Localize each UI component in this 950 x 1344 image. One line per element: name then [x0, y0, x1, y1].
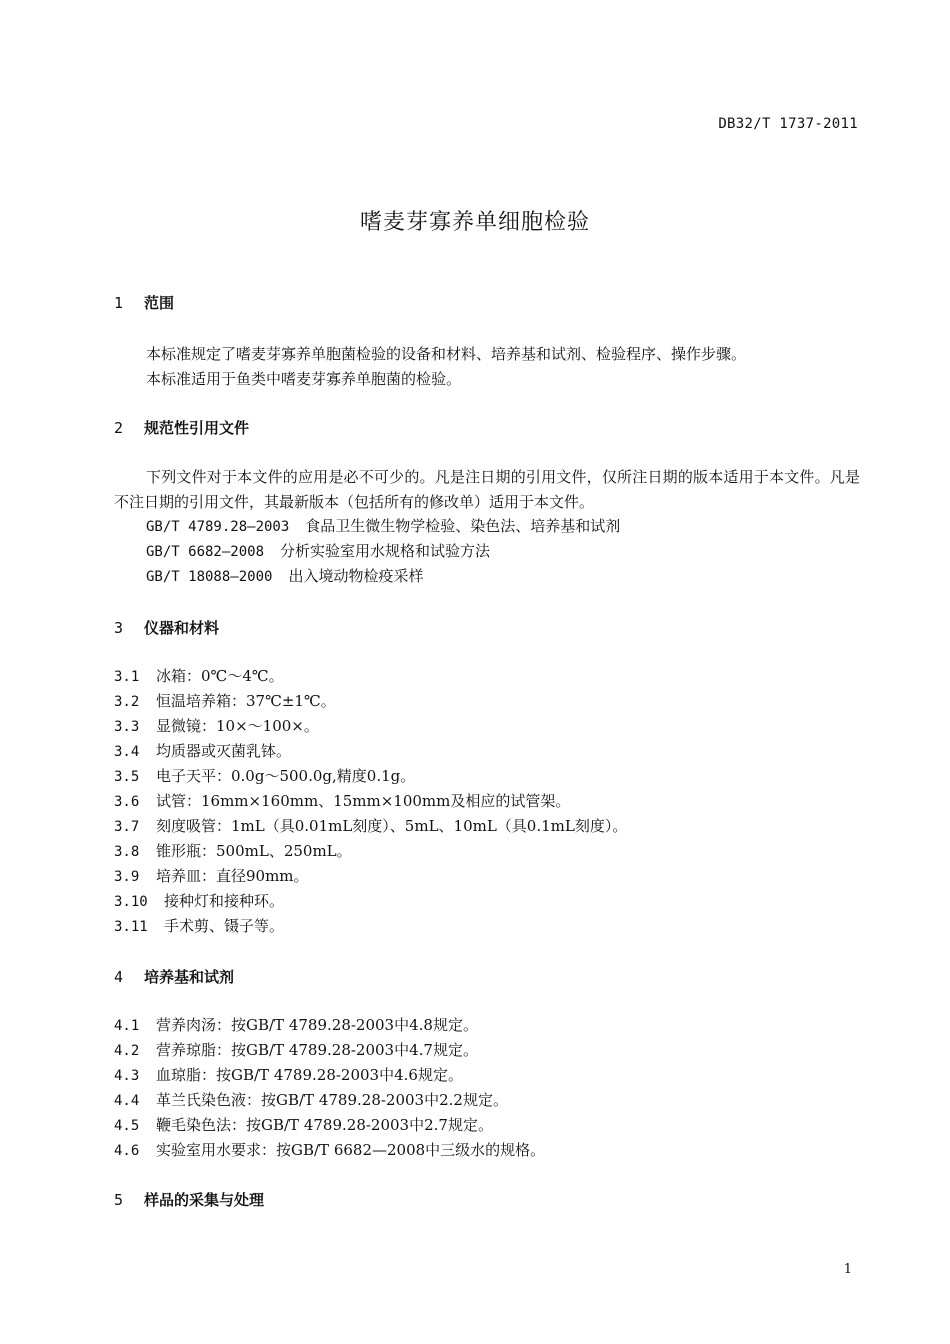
item-text: 锥形瓶：500mL、250mL。	[156, 842, 352, 860]
section-number: 4	[114, 968, 124, 986]
section-heading-4	[114, 966, 234, 987]
media-item	[114, 1089, 508, 1110]
item-text: 营养琼脂：按GB/T 4789.28-2003中4.7规定。	[156, 1041, 478, 1059]
equipment-item	[114, 740, 291, 761]
document-title: 嗜麦芽寡养单细胞检验	[359, 210, 590, 235]
item-text: 显微镜：10×～100×。	[156, 717, 319, 735]
media-item	[114, 1014, 478, 1035]
page-number: 1	[843, 1262, 852, 1277]
item-number: 3.9	[114, 869, 140, 885]
item-text: 均质器或灭菌乳钵。	[156, 742, 292, 760]
item-number: 3.7	[114, 819, 140, 835]
equipment-item	[114, 915, 284, 936]
section-number: 1	[114, 294, 124, 312]
item-number: 3.2	[114, 694, 140, 710]
item-text: 革兰氏染色液：按GB/T 4789.28-2003中2.2规定。	[156, 1091, 508, 1109]
item-text: 接种灯和接种环。	[164, 892, 285, 910]
item-number: 3.4	[114, 744, 140, 760]
section-title: 培养基和试剂	[144, 968, 235, 986]
reference-title: 出入境动物检疫采样	[288, 567, 424, 585]
item-number: 3.6	[114, 794, 140, 810]
item-number: 4.5	[114, 1118, 140, 1134]
item-number: 3.11	[114, 919, 148, 935]
section-heading-2	[114, 417, 249, 438]
item-number: 4.6	[114, 1143, 140, 1159]
reference-item	[146, 540, 490, 561]
item-number: 3.1	[114, 669, 140, 685]
item-number: 3.3	[114, 719, 140, 735]
section-title: 样品的采集与处理	[144, 1191, 265, 1209]
section-heading-1	[114, 292, 174, 313]
item-number: 4.2	[114, 1043, 140, 1059]
item-text: 电子天平：0.0g～500.0g,精度0.1g。	[156, 767, 416, 785]
equipment-item	[114, 840, 352, 861]
reference-title: 食品卫生微生物学检验、染色法、培养基和试剂	[305, 517, 621, 535]
section-title: 仪器和材料	[144, 619, 220, 637]
item-text: 血琼脂：按GB/T 4789.28-2003中4.6规定。	[156, 1066, 463, 1084]
reference-item	[146, 565, 423, 586]
reference-code: GB/T 18088—2000	[146, 569, 273, 585]
references-intro: 下列文件对于本文件的应用是必不可少的。凡是注日期的引用文件，仅所注日期的版本适用于本文件。凡是不注日期的引用文件，其最新版本（包括所有的修改单）适用于本文件。	[114, 468, 860, 511]
section-number: 5	[114, 1191, 124, 1209]
equipment-item	[114, 665, 284, 686]
section-title: 范围	[144, 294, 175, 312]
item-text: 手术剪、镊子等。	[164, 917, 285, 935]
media-item	[114, 1064, 463, 1085]
equipment-item	[114, 865, 309, 886]
section-number: 2	[114, 419, 124, 437]
item-number: 3.10	[114, 894, 148, 910]
media-item	[114, 1114, 493, 1135]
item-number: 3.8	[114, 844, 140, 860]
item-text: 刻度吸管：1mL（具0.01mL刻度）、5mL、10mL（具0.1mL刻度）。	[156, 817, 628, 835]
equipment-item	[114, 715, 319, 736]
equipment-item	[114, 890, 284, 911]
reference-title: 分析实验室用水规格和试验方法	[280, 542, 491, 560]
reference-code: GB/T 6682—2008	[146, 544, 265, 560]
item-text: 营养肉汤：按GB/T 4789.28-2003中4.8规定。	[156, 1016, 478, 1034]
item-text: 鞭毛染色法：按GB/T 4789.28-2003中2.7规定。	[156, 1116, 493, 1134]
equipment-item	[114, 815, 627, 836]
reference-item	[146, 515, 620, 536]
item-text: 恒温培养箱：37℃±1℃。	[156, 692, 336, 710]
item-text: 试管：16mm×160mm、15mm×100mm及相应的试管架。	[156, 792, 571, 810]
section-number: 3	[114, 619, 124, 637]
item-number: 4.4	[114, 1093, 140, 1109]
item-number: 4.3	[114, 1068, 140, 1084]
item-text: 冰箱：0℃～4℃。	[156, 667, 284, 685]
scope-paragraph-2: 本标准适用于鱼类中嗜麦芽寡养单胞菌的检验。	[146, 370, 462, 388]
item-number: 4.1	[114, 1018, 140, 1034]
reference-code: GB/T 4789.28—2003	[146, 519, 290, 535]
media-item	[114, 1139, 545, 1160]
section-heading-3	[114, 617, 219, 638]
media-item	[114, 1039, 478, 1060]
document-code: DB32/T 1737-2011	[718, 116, 858, 132]
equipment-item	[114, 790, 570, 811]
equipment-item	[114, 765, 415, 786]
equipment-item	[114, 690, 336, 711]
item-text: 培养皿：直径90mm。	[156, 867, 309, 885]
scope-paragraph-1: 本标准规定了嗜麦芽寡养单胞菌检验的设备和材料、培养基和试剂、检验程序、操作步骤。	[146, 345, 747, 363]
item-text: 实验室用水要求：按GB/T 6682—2008中三级水的规格。	[156, 1141, 546, 1159]
section-title: 规范性引用文件	[144, 419, 250, 437]
section-heading-5	[114, 1189, 264, 1210]
item-number: 3.5	[114, 769, 140, 785]
